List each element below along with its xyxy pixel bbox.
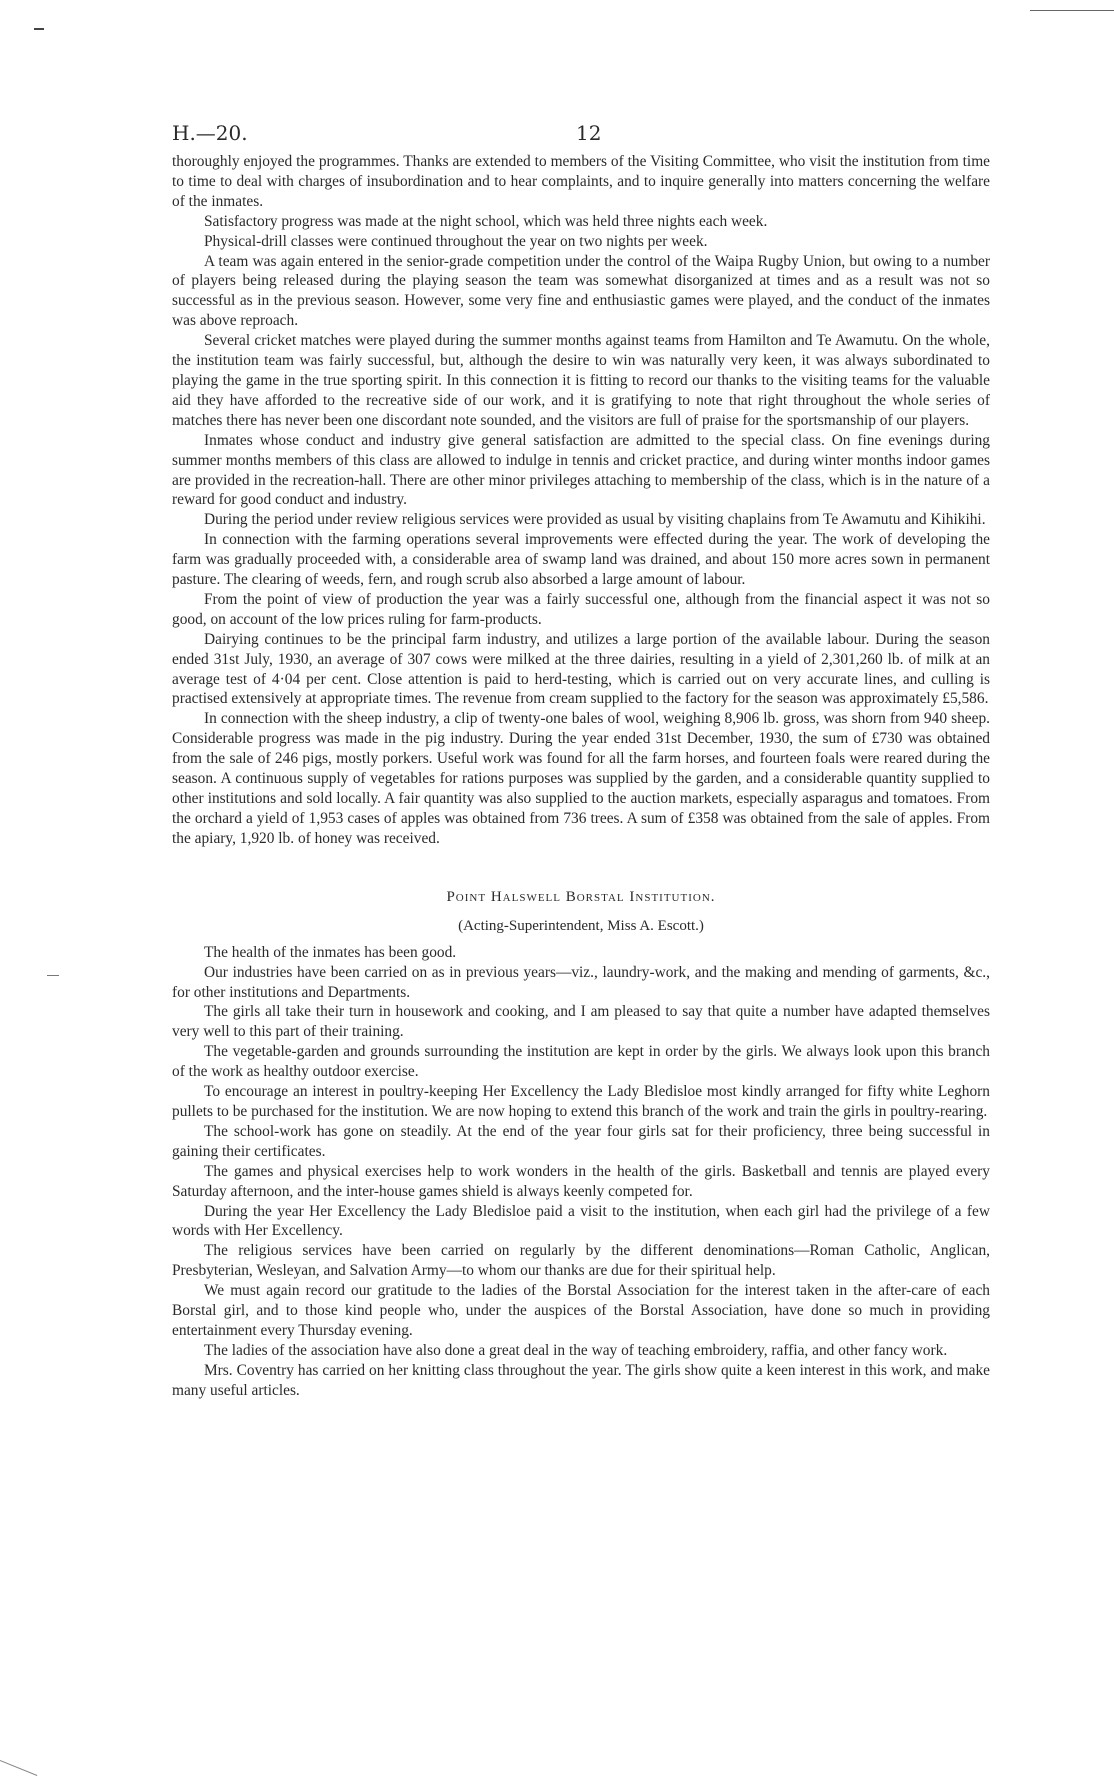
paragraph: Inmates whose conduct and industry give general satisfaction are admitted to the special class. On fine evenings during summer months members of this class are allowed to indulge in tennis and cricket practice, and during winter months indoor games are provided in the recreation-hall. There are other minor privileges attaching to membership of the class, which is in the nature of a reward for good conduct and industry. — [172, 431, 990, 509]
paragraph: The ladies of the association have also done a great deal in the way of teaching embroidery, raffia, and other fancy work. — [204, 1341, 948, 1359]
paragraph: The vegetable-garden and grounds surrounding the institution are kept in order by the girls. We always look upon this branch of the work as healthy outdoor exercise. — [172, 1043, 990, 1081]
paragraph: The school-work has gone on steadily. At the end of the year four girls sat for their proficiency, three being successful in gaining their certificates. — [172, 1122, 990, 1160]
section-hautu-continued — [172, 152, 990, 849]
paragraph: We must again record our gratitude to the ladies of the Borstal Association for the interest taken in the after-care of each Borstal girl, and to those kind people who, under the auspices of the Borstal Association, have done so much in providing entertainment every Thursday evening. — [172, 1282, 990, 1339]
document-reference: H.—20. — [172, 121, 248, 145]
page-header — [172, 112, 990, 152]
scan-mark-left-middle — [47, 975, 59, 976]
section-title: Point Halswell Borstal Institution. — [446, 888, 716, 905]
paragraph: The games and physical exercises help to work wonders in the health of the girls. Basketball and tennis are played every Saturday afternoon, and the inter-house games shield is always keenly competed for. — [172, 1162, 990, 1200]
paragraph: In connection with the farming operations several improvements were effected during the year. The work of developing the farm was gradually proceeded with, a considerable area of swamp land was drained, and about 150 more acres sown in permanent pasture. The clearing of weeds, fern, and rough scrub also absorbed a large amount of labour. — [172, 531, 990, 589]
paragraph: thoroughly enjoyed the programmes. Thanks are extended to members of the Visiting Committee, who visit the institution from time to time to deal with charges of insubordination and to hear complaints, and to inquire generally into matters concerning the welfare of the inmates. — [172, 153, 990, 210]
paragraph: From the point of view of production the year was a fairly successful one, although from the financial aspect it was not so good, on account of the low prices ruling for farm-products. — [172, 590, 990, 628]
document-page — [172, 112, 990, 1401]
paragraph: The girls all take their turn in housework and cooking, and I am pleased to say that quite a number have adapted themselves very well to this part of their training. — [172, 1003, 990, 1041]
paragraph: Mrs. Coventry has carried on her knitting class throughout the year. The girls show quite a keen interest in this work, and make many useful articles. — [172, 1361, 990, 1399]
paragraph: The health of the inmates has been good. — [204, 943, 457, 961]
paragraph: Dairying continues to be the principal farm industry, and utilizes a large portion of the available labour. During the season ended 31st July, 1930, an average of 307 cows were milked at the three dairies, resulting in a yield of 2,301,260 lb. of milk at an average test of 4·04 per cent. Close attention is paid to herd-testing, which is carried out on very accurate lines, and culling is practised extensively at appropriate times. The revenue from cream supplied to the factory for the season was approximately £5,586. — [172, 630, 990, 708]
section-point-halswell — [172, 889, 990, 1401]
scan-mark-bottom-left — [0, 1760, 37, 1776]
page-number: 12 — [576, 121, 602, 145]
paragraph: To encourage an interest in poultry-keeping Her Excellency the Lady Bledisloe most kindly arranged for fifty white Leghorn pullets to be purchased for the institution. We are now hoping to extend this branch of the work and train the girls in poultry-rearing. — [172, 1083, 990, 1120]
paragraph: The religious services have been carried on regularly by the different denominations—Roman Catholic, Anglican, Presbyterian, Wesleyan, and Salvation Army—to whom our thanks are due for their spiritual help. — [172, 1242, 990, 1280]
paragraph: Our industries have been carried on as in previous years—viz., laundry-work, and the making and mending of garments, &c., for other institutions and Departments. — [172, 963, 990, 1001]
paragraph: During the period under review religious services were provided as usual by visiting chaplains from Te Awamutu and Kihikihi. — [204, 511, 986, 529]
paragraph: Satisfactory progress was made at the night school, which was held three nights each week. — [204, 212, 768, 230]
paragraph: During the year Her Excellency the Lady Bledisloe paid a visit to the institution, when each girl had the privilege of a few words with Her Excellency. — [172, 1202, 990, 1240]
section-subtitle: (Acting-Superintendent, Miss A. Escott.) — [458, 917, 704, 934]
paragraph: A team was again entered in the senior-grade competition under the control of the Waipa Rugby Union, but owing to a number of players being released during the playing season the team was somewhat disorganized at times and as a result was not so successful as in the previous season. However, some very fine and enthusiastic games were played, and the conduct of the inmates was above reproach. — [172, 252, 990, 330]
paragraph: Several cricket matches were played during the summer months against teams from Hamilton and Te Awamutu. On the whole, the institution team was fairly successful, but, although the desire to win was naturally very keen, it was always subordinated to playing the game in the true sporting spirit. In this connection it is fitting to record our thanks to the visiting teams for the valuable aid they have afforded to the recreative side of our work, and it is gratifying to note that right throughout the whole series of matches there has never been one discordant note sounded, and the visitors are full of praise for the sportsmanship of our players. — [172, 332, 990, 429]
paragraph: In connection with the sheep industry, a clip of twenty-one bales of wool, weighing 8,906 lb. gross, was shorn from 940 sheep. Considerable progress was made in the pig industry. During the year ended 31st December, 1930, the sum of £730 was obtained from the sale of 246 pigs, mostly porkers. Useful work was found for all the farm horses, and fourteen foals were reared during the season. A continuous supply of vegetables for rations purposes was supplied by the garden, and a considerable quantity supplied to other institutions and sold locally. A fair quantity was also supplied to the auction markets, especially asparagus and tomatoes. From the orchard a yield of 1,953 cases of apples was obtained from 736 trees. A sum of £358 was obtained from the sale of apples. From the apiary, 1,920 lb. of honey was received. — [172, 710, 990, 847]
scan-mark-top-right — [1030, 10, 1114, 11]
scan-mark-top-left — [34, 28, 44, 30]
paragraph: Physical-drill classes were continued throughout the year on two nights per week. — [204, 232, 708, 250]
